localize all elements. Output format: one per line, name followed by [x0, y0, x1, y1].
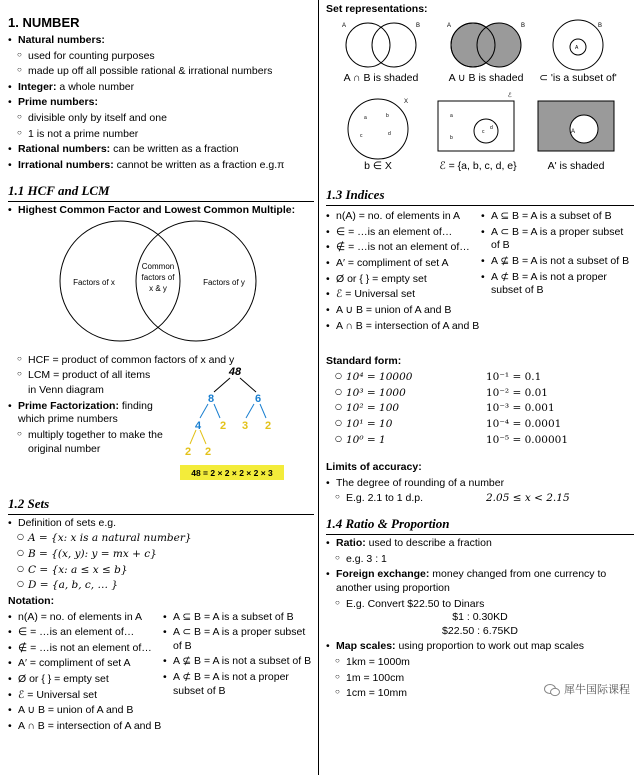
map-scales: • Map scales: using proportion to work out map scales — [326, 640, 634, 654]
factor-tree — [178, 364, 298, 489]
limits-label: Limits of accuracy: — [326, 461, 422, 474]
notation-item: • ∉ = …is not an element of… — [326, 241, 481, 255]
notation-item: • n(A) = no. of elements in A — [326, 210, 481, 224]
set-example-c: ○ C = {x: a ≤ x ≤ b} — [8, 564, 314, 578]
sf-cell: 10⁻³ = 0.001 — [486, 402, 555, 415]
notation-item: • A ∪ B = union of A and B — [8, 704, 163, 718]
right-column — [326, 0, 634, 701]
notation-item: • A ⊄ B = A is not a proper subset of B — [481, 271, 634, 298]
notation-item: • A ⊈ B = A is not a subset of B — [481, 255, 634, 269]
svg-text:ℰ: ℰ — [508, 92, 512, 99]
svg-text:a: a — [364, 114, 367, 121]
natural-sub-1: ○ used for counting purposes — [8, 50, 314, 64]
venn-intersection — [342, 23, 420, 67]
rational-numbers: • Rational numbers: can be written as a fraction — [8, 143, 314, 157]
sf-cell: 10⁻² = 0.01 — [486, 386, 548, 399]
notation-item: • n(A) = no. of elements in A — [8, 611, 163, 625]
tree-l2-b: 2 — [219, 419, 227, 432]
set-example-d: ○ D = {a, b, c, … } — [8, 579, 314, 593]
svg-text:a: a — [450, 112, 453, 119]
natural-numbers: • Natural numbers: — [8, 34, 314, 48]
tree-l2-c: 3 — [241, 419, 249, 432]
svg-text:A: A — [447, 22, 452, 29]
hcf-venn-diagram — [8, 217, 314, 347]
notation-item: • A′ = compliment of set A — [326, 257, 481, 271]
notation-item: • ∈ = …is an element of… — [326, 226, 481, 240]
venn-subset — [553, 20, 603, 70]
tree-l1-b: 6 — [254, 392, 262, 405]
notation-item: • Ø or { } = empty set — [326, 273, 481, 287]
fx-line-2: $22.50 : 6.75KD — [442, 624, 518, 637]
lcm-sub-2: in Venn diagram — [28, 384, 104, 397]
venn-right-label: Factors of y — [203, 278, 245, 288]
notation-item: • ℰ = Universal set — [8, 689, 163, 703]
svg-text:A: A — [571, 128, 576, 135]
pf-sub: ○ multiply together to make the original number — [8, 429, 178, 456]
notation-item: • A ⊄ B = A is not a proper subset of B — [163, 671, 314, 698]
sf-cell: ○ 10⁴ = 10000 — [326, 371, 486, 385]
limits-range: 2.05 ≤ x < 2.15 — [486, 492, 570, 505]
sf-cell: ○ 10⁰ = 1 — [326, 434, 486, 448]
svg-text:B: B — [416, 22, 421, 29]
venn-complement — [538, 101, 614, 151]
notation-item: • ℰ = Universal set — [326, 288, 481, 302]
tree-root: 48 — [228, 365, 242, 378]
venn-element — [348, 99, 408, 159]
svg-text:X: X — [404, 98, 409, 105]
venn-universal — [438, 92, 514, 151]
caption-union: A ∪ B is shaded — [448, 71, 524, 84]
map-sub-1: ○ 1km = 1000m — [326, 656, 410, 670]
svg-text:c: c — [360, 132, 363, 139]
map-sub-2: ○ 1m = 100cm — [326, 672, 410, 686]
svg-text:d: d — [388, 130, 391, 137]
svg-text:A: A — [575, 44, 579, 51]
hcf-sub-1: ○ HCF = product of common factors of x and y — [8, 354, 308, 368]
fx-line-1: $1 : 0.30KD — [452, 611, 508, 624]
hcf-lower — [8, 354, 314, 492]
prime-sub-2: ○ 1 is not a prime number — [8, 128, 314, 142]
tree-l3-a: 2 — [184, 445, 192, 458]
notation-item: • A ⊆ B = A is a subset of B — [163, 611, 314, 625]
tree-result: 48 = 2 × 2 × 2 × 2 × 3 — [191, 467, 273, 478]
set-example-b: ○ B = {(x, y): y = mx + c} — [8, 548, 314, 562]
indices-notation-block — [326, 208, 634, 333]
svg-text:d: d — [490, 124, 493, 131]
notation-left-block — [8, 609, 314, 734]
sf-cell: ○ 10¹ = 10 — [326, 418, 486, 432]
standard-form-table — [326, 371, 634, 447]
notation-item: • A ⊆ B = A is a subset of B — [481, 210, 634, 224]
venn-mid-label-2: factors of — [141, 273, 175, 283]
sf-cell: 10⁻⁴ = 0.0001 — [486, 417, 562, 430]
set-representations — [326, 17, 634, 177]
svg-text:b: b — [386, 112, 389, 119]
natural-sub-2: ○ made up off all possible rational & irrational numbers — [8, 65, 314, 79]
sf-cell: 10⁻⁵ = 0.00001 — [486, 433, 569, 446]
limits-eg: ○ E.g. 2.1 to 1 d.p. — [326, 492, 486, 506]
foreign-exchange: • Foreign exchange: money changed from one currency to another using proportion — [326, 568, 634, 595]
notation-item: • A ∩ B = intersection of A and B — [326, 320, 481, 334]
venn-mid-label-3: x & y — [149, 284, 167, 294]
map-sub-3: ○ 1cm = 10mm — [326, 687, 410, 701]
venn-left-label: Factors of x — [73, 278, 115, 288]
ratio-def: • Ratio: used to describe a fraction — [326, 537, 634, 551]
notation-item: • A′ = compliment of set A — [8, 657, 163, 671]
caption-intersection: A ∩ B is shaded — [343, 71, 419, 84]
sf-cell: 10⁻¹ = 0.1 — [486, 370, 542, 383]
notation-item: • A ⊂ B = A is a proper subset of B — [163, 626, 314, 653]
venn-union — [447, 23, 525, 67]
lcm-sub-1: ○ LCM = product of all items — [8, 369, 178, 383]
ratio-title: 1.4 Ratio & Proportion — [326, 516, 634, 535]
integer: • Integer: a whole number — [8, 81, 314, 95]
number-title: 1. NUMBER — [8, 15, 80, 30]
column-divider — [318, 0, 319, 775]
notation-item: • Ø or { } = empty set — [8, 673, 163, 687]
notation-item: • A ∩ B = intersection of A and B — [8, 720, 163, 734]
caption-subset: ⊂ 'is a subset of' — [539, 71, 617, 84]
notation-label: Notation: — [8, 594, 55, 607]
set-example-a: ○ A = {x: x is a natural number} — [8, 532, 314, 546]
caption-universal: ℰ = {a, b, c, d, e} — [439, 159, 517, 172]
standard-form-label: Standard form: — [326, 355, 402, 368]
tree-l2-a: 4 — [194, 419, 202, 432]
watermark — [544, 683, 630, 697]
sf-cell: ○ 10³ = 1000 — [326, 387, 486, 401]
sets-title: 1.2 Sets — [8, 496, 314, 515]
tree-l1-a: 8 — [207, 392, 215, 405]
prime-sub-1: ○ divisible only by itself and one — [8, 112, 314, 126]
caption-complement: A' is shaded — [547, 159, 605, 172]
wechat-icon — [544, 683, 560, 697]
fx-eg: ○ E.g. Convert $22.50 to Dinars — [326, 598, 634, 612]
caption-element: b ∈ X — [364, 159, 392, 172]
prime-factorization: • Prime Factorization: finding which prime numbers — [8, 400, 178, 427]
setrep-title: Set representations: — [326, 3, 428, 15]
svg-text:b: b — [450, 134, 453, 141]
notation-item: • A ∪ B = union of A and B — [326, 304, 481, 318]
svg-text:A: A — [342, 22, 347, 29]
watermark-text: 犀牛国际课程 — [564, 682, 630, 696]
notation-item: • ∈ = …is an element of… — [8, 626, 163, 640]
limits-bullet: • The degree of rounding of a number — [326, 477, 634, 491]
irrational-numbers: • Irrational numbers: cannot be written as a fraction e.g.π — [8, 159, 314, 173]
sf-cell: ○ 10² = 100 — [326, 402, 486, 416]
notation-item: • A ⊂ B = A is a proper subset of B — [481, 226, 634, 253]
hcf-heading: • Highest Common Factor and Lowest Common Multiple: — [8, 204, 314, 218]
svg-text:B: B — [598, 22, 603, 29]
notation-item: • ∉ = …is not an element of… — [8, 642, 163, 656]
notation-item: • A ⊈ B = A is not a subset of B — [163, 655, 314, 669]
venn-mid-label-1: Common — [141, 262, 175, 272]
tree-l2-d: 2 — [264, 419, 272, 432]
tree-l3-b: 2 — [204, 445, 212, 458]
sets-definition: • Definition of sets e.g. — [8, 517, 314, 531]
left-column — [8, 0, 314, 734]
hcf-title: 1.1 HCF and LCM — [8, 183, 314, 202]
ratio-eg: ○ e.g. 3 : 1 — [326, 553, 634, 567]
indices-title: 1.3 Indices — [326, 187, 634, 206]
svg-text:c: c — [482, 128, 485, 135]
svg-text:B: B — [521, 22, 526, 29]
prime-numbers: • Prime numbers: — [8, 96, 314, 110]
